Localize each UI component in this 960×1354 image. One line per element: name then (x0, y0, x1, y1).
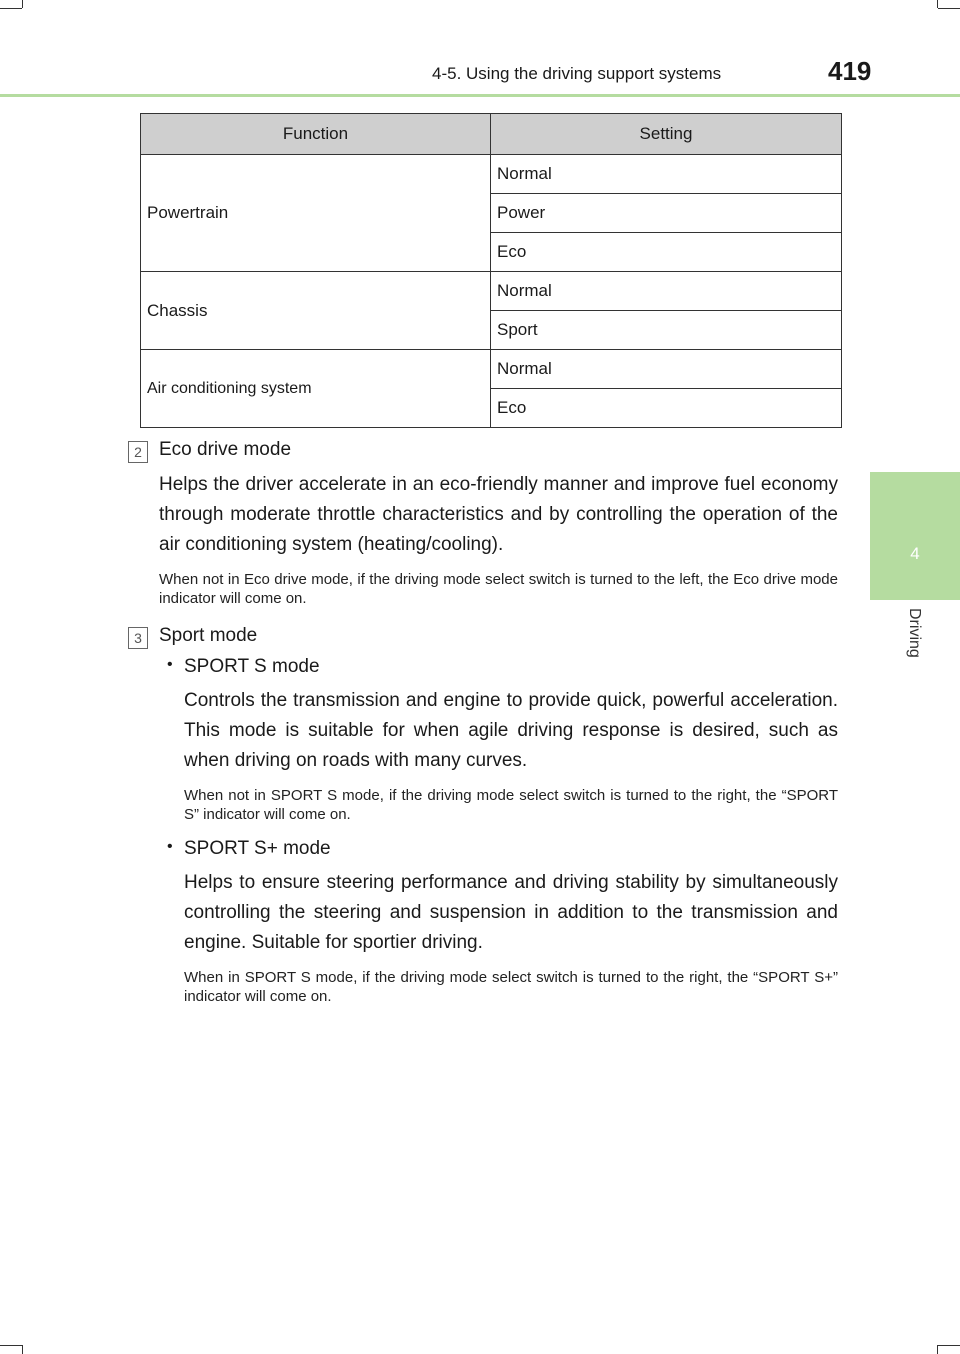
bullet-title: SPORT S+ mode (184, 838, 331, 859)
table-header-row (141, 114, 842, 155)
bullet-note: When not in SPORT S mode, if the driving mode select switch is turned to the right, the “SPORT S” indicator will come on. (184, 787, 838, 823)
item-number-badge: 3 (128, 627, 148, 649)
page-number: 419 (828, 56, 872, 86)
list-item (159, 836, 838, 864)
item-number-badge: 2 (128, 441, 148, 463)
setting-cell: Sport (491, 311, 842, 350)
section-body: Helps the driver accelerate in an eco-friendly manner and improve fuel economy through moderate throttle characteristics and by controlling the operation of the air conditioning system (heating/cooling). (159, 474, 838, 555)
setting-cell: Power (491, 194, 842, 233)
setting-cell: Normal (491, 350, 842, 389)
list-item (159, 654, 838, 682)
section-title: Sport mode (159, 625, 258, 646)
page-content (128, 436, 838, 1006)
setting-cell: Normal (491, 155, 842, 194)
driving-mode-settings-table (140, 113, 842, 428)
column-header-function: Function (141, 114, 491, 155)
function-cell: Air conditioning system (141, 350, 491, 428)
crop-mark (938, 8, 960, 9)
section-title: Eco drive mode (159, 439, 292, 460)
table-row (141, 350, 842, 389)
bullet-note: When in SPORT S mode, if the driving mode select switch is turned to the right, the “SPORT S+” indicator will come on. (184, 969, 838, 1005)
crop-mark (937, 0, 938, 8)
crop-mark (0, 1345, 22, 1346)
setting-cell: Normal (491, 272, 842, 311)
crop-mark (0, 8, 22, 9)
header-rule (0, 94, 960, 97)
chapter-number: 4 (910, 544, 920, 563)
function-cell: Powertrain (141, 155, 491, 272)
bullet-glyph: • (167, 838, 173, 855)
column-header-setting: Setting (491, 114, 842, 155)
sport-mode-heading (128, 622, 838, 652)
crop-mark (937, 1345, 938, 1354)
bullet-body: Controls the transmission and engine to provide quick, powerful acceleration. This mode is suitable for when agile driving response is desired, such as when driving on roads with many curves. (184, 690, 838, 771)
bullet-glyph: • (167, 656, 173, 673)
function-cell: Chassis (141, 272, 491, 350)
bullet-body: Helps to ensure steering performance and driving stability by simultaneously controlling the steering and suspension in addition to the transmission and engine. Suitable for sportier driving. (184, 872, 838, 953)
table-row (141, 272, 842, 311)
table-row (141, 155, 842, 194)
eco-mode-heading (128, 436, 838, 466)
setting-cell: Eco (491, 389, 842, 428)
setting-cell: Eco (491, 233, 842, 272)
chapter-tab (870, 472, 960, 600)
crop-mark (22, 1345, 23, 1354)
crop-mark (938, 1345, 960, 1346)
bullet-title: SPORT S mode (184, 656, 320, 677)
crop-mark (22, 0, 23, 8)
section-header-title: 4-5. Using the driving support systems (432, 64, 722, 83)
chapter-label: Driving (906, 608, 923, 658)
section-note: When not in Eco drive mode, if the driving mode select switch is turned to the left, the Eco drive mode indicator will come on. (159, 571, 838, 607)
